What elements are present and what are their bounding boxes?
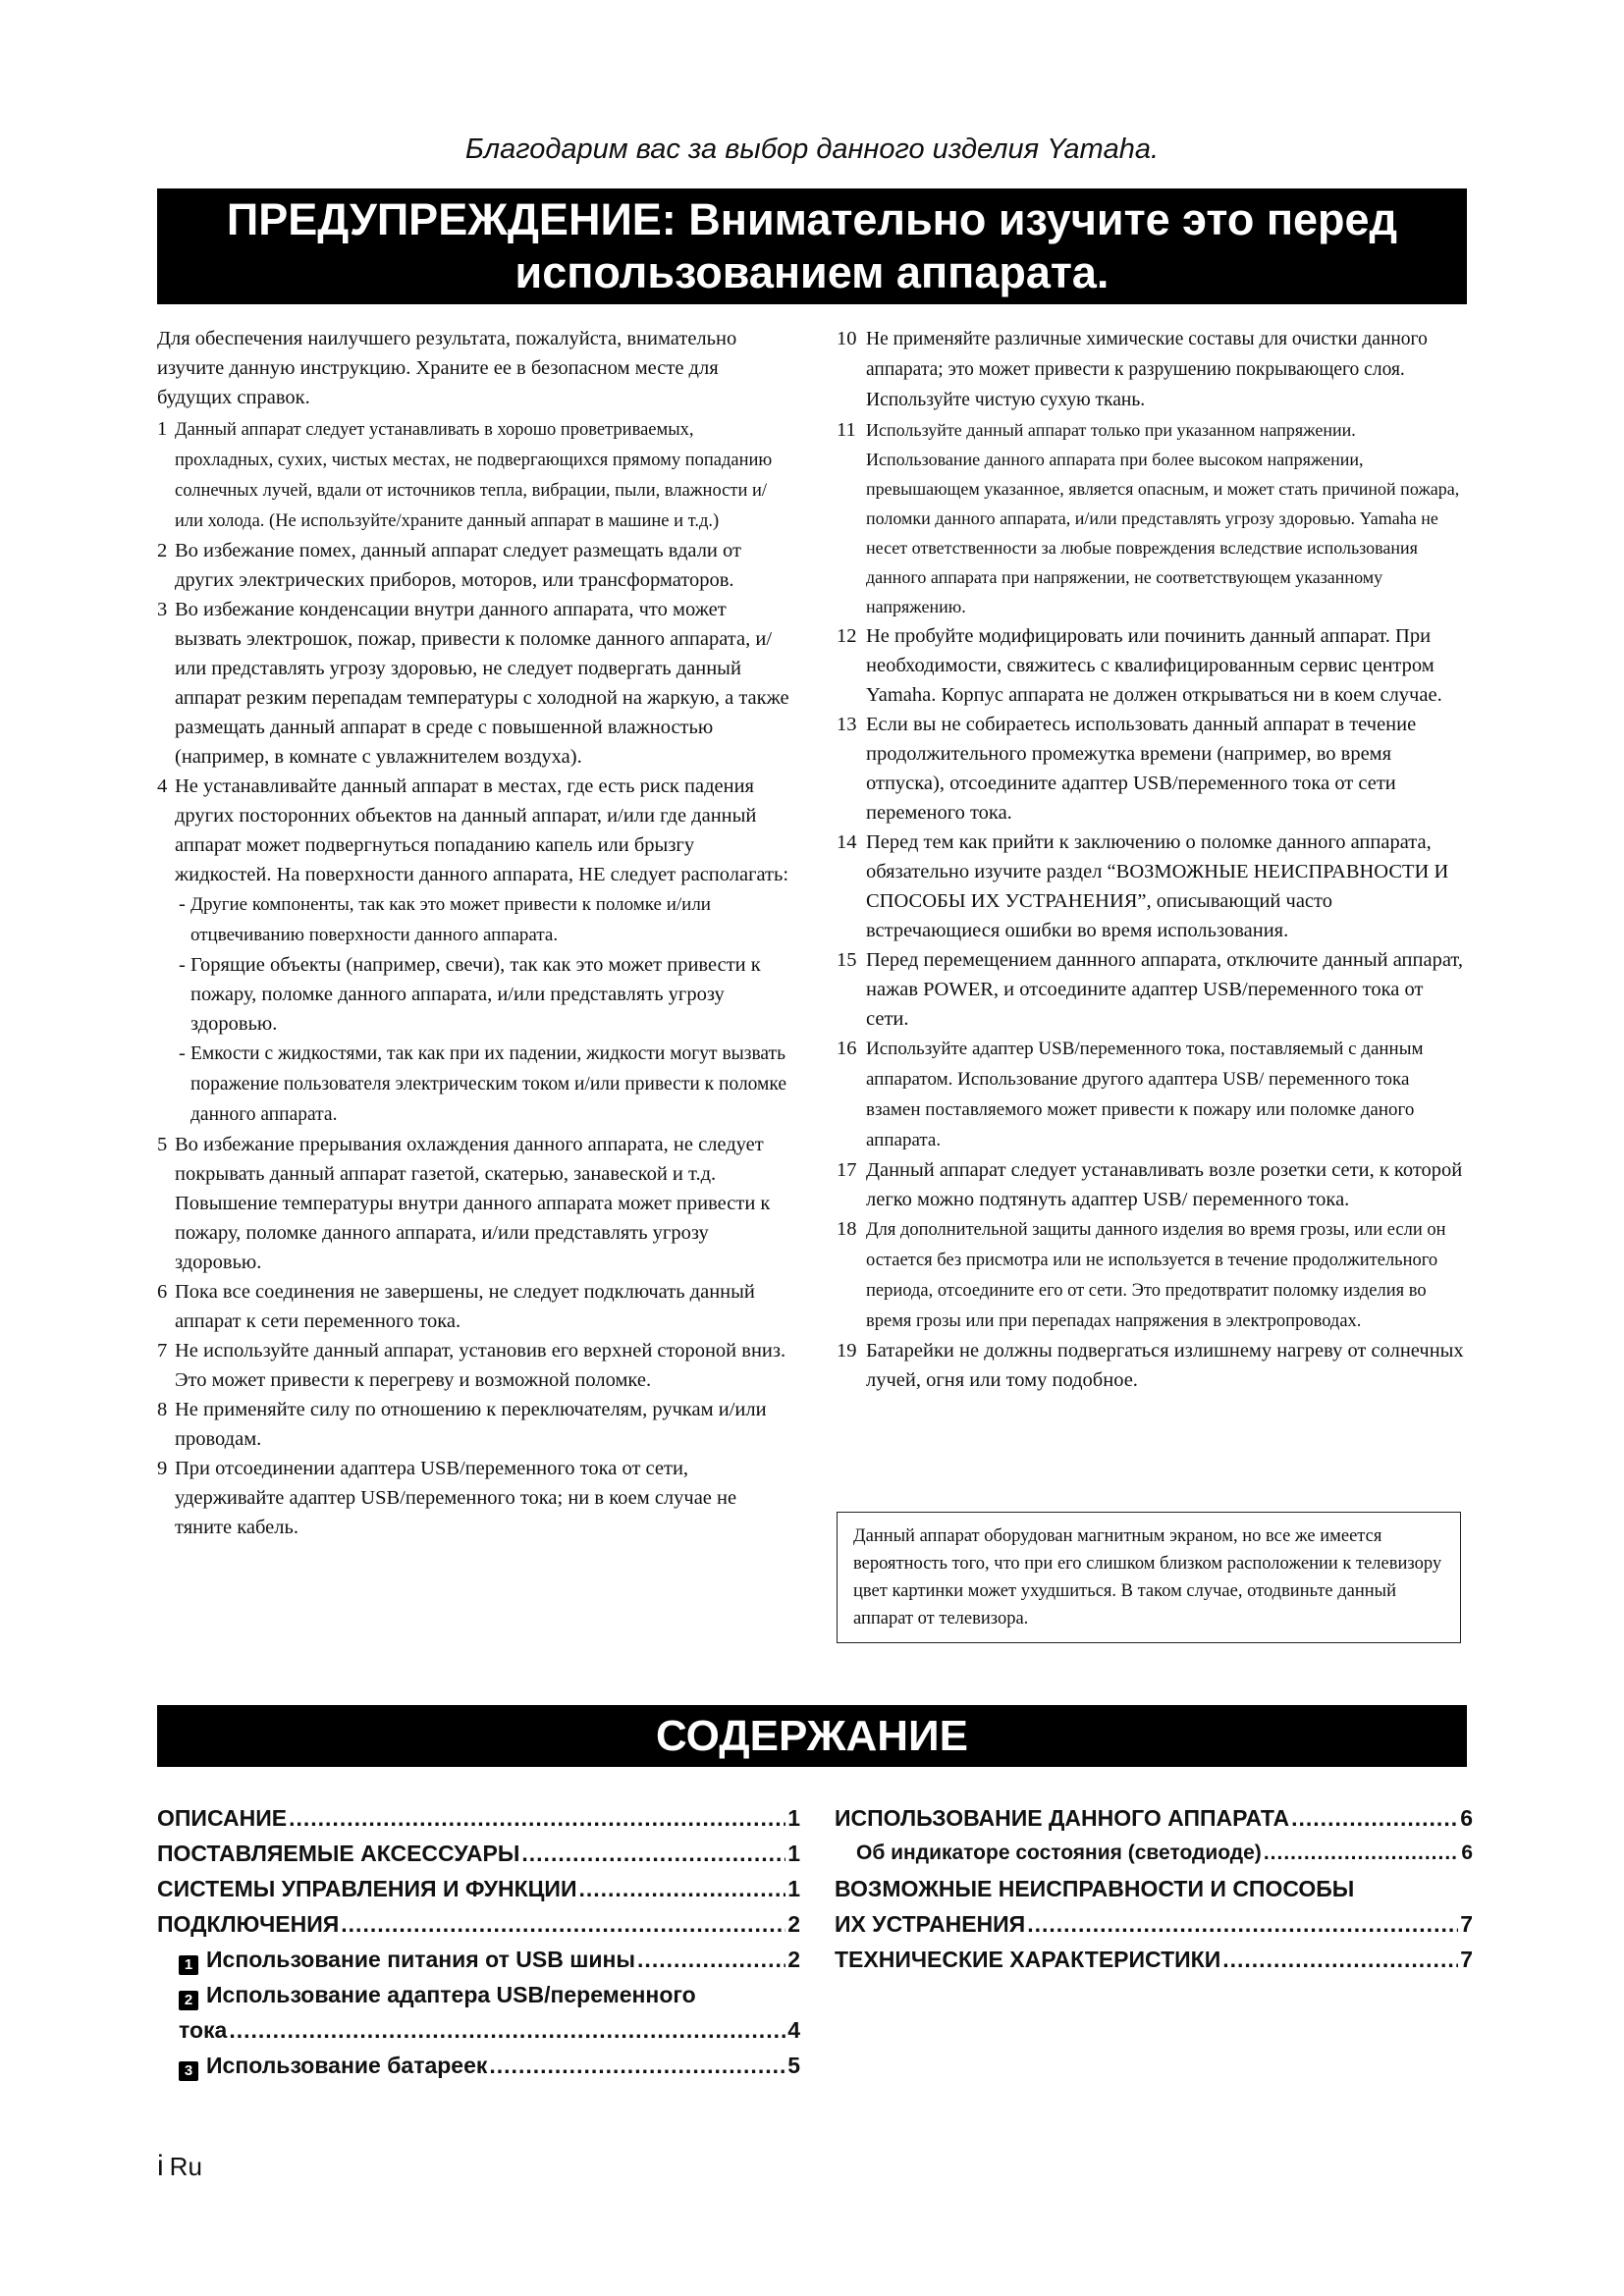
safety-item-1 bbox=[157, 414, 795, 536]
toc-entry-continuation[interactable] bbox=[157, 2012, 800, 2048]
sub-text: Другие компоненты, так как это может привести к поломке и/или отцвечиванию поверхности данного аппарата. bbox=[190, 894, 711, 945]
page-footer bbox=[157, 2150, 202, 2183]
item-text: Не используйте данный аппарат, установив его верхней стороной вниз. Это может привести к перегреву и возможной поломке. bbox=[175, 1340, 786, 1391]
toc-entry[interactable] bbox=[157, 1977, 800, 2012]
safety-item-9 bbox=[157, 1454, 795, 1542]
safety-item-18 bbox=[837, 1214, 1467, 1336]
toc-page: 1 bbox=[787, 1841, 800, 1866]
toc-entry[interactable] bbox=[157, 1836, 800, 1871]
safety-column-right bbox=[837, 324, 1467, 1395]
item-number: 9 bbox=[157, 1458, 168, 1479]
toc-entry[interactable] bbox=[835, 1836, 1473, 1871]
item-number: 10 bbox=[837, 328, 857, 349]
safety-item-16 bbox=[837, 1034, 1467, 1155]
item-text: Не устанавливайте данный аппарат в местах, где есть риск падения других посторонних объектов на данный аппарат, и/или где данный аппарат может подвергнуться попаданию капель или брызгу жидкостей. На поверхности данного аппарата, НЕ следует располагать: bbox=[175, 775, 789, 885]
safety-item-3 bbox=[157, 595, 795, 772]
item-text: Пока все соединения не завершены, не следует подключать данный аппарат к сети переменного тока. bbox=[175, 1281, 755, 1332]
item-number: 19 bbox=[837, 1340, 857, 1362]
item-text: Данный аппарат следует устанавливать возле розетки сети, к которой легко можно подтянуть адаптер USB/ переменного тока. bbox=[866, 1159, 1463, 1210]
toc-page: 6 bbox=[1461, 1842, 1473, 1864]
toc-page: 7 bbox=[1460, 1947, 1473, 1972]
item-number: 1 bbox=[157, 418, 168, 440]
item4-sub-2: - Горящие объекты (например, свечи), так как это может привести к пожару, поломке данного аппарата, и/или представлять угрозу здоровью. bbox=[179, 954, 761, 1035]
toc-label: тока bbox=[179, 2017, 228, 2043]
toc-label: Использование адаптера USB/переменного bbox=[206, 1982, 696, 2007]
toc-label: ПОСТАВЛЯЕМЫЕ АКСЕССУАРЫ bbox=[157, 1841, 520, 1866]
item-text: Во избежание помех, данный аппарат следует размещать вдали от других электрических приборов, моторов, или трансформаторов. bbox=[175, 540, 741, 591]
toc-label: Использование питания от USB шины bbox=[206, 1947, 636, 1972]
toc-entry[interactable] bbox=[157, 1906, 800, 1942]
toc-page: 7 bbox=[1460, 1911, 1473, 1937]
item-text: Не применяйте различные химические составы для очистки данного аппарата; это может привести к разрушению покрывающего слоя. Используйте чистую сухую ткань. bbox=[866, 329, 1428, 410]
intro-paragraph: Для обеспечения наилучшего результата, пожалуйста, внимательно изучите данную инструкцию. Храните ее в безопасном месте для будущих справок. bbox=[157, 328, 737, 408]
toc-left-column bbox=[157, 1800, 800, 2083]
toc-entry[interactable] bbox=[835, 1871, 1473, 1906]
safety-item-14 bbox=[837, 828, 1467, 945]
item-number: 7 bbox=[157, 1340, 168, 1362]
toc-label: ИСПОЛЬЗОВАНИЕ ДАННОГО АППАРАТА bbox=[835, 1805, 1290, 1831]
toc-label: СИСТЕМЫ УПРАВЛЕНИЯ И ФУНКЦИИ bbox=[157, 1876, 577, 1901]
toc-label: Об индикаторе состояния (светодиоде) bbox=[856, 1842, 1262, 1864]
safety-item-13 bbox=[837, 710, 1467, 828]
item-number: 15 bbox=[837, 949, 857, 971]
warning-title-line1: ПРЕДУПРЕЖДЕНИЕ: Внимательно изучите это перед bbox=[226, 194, 1398, 244]
item-number: 2 bbox=[157, 540, 168, 561]
toc-entry[interactable] bbox=[835, 1800, 1473, 1836]
item-number: 16 bbox=[837, 1038, 857, 1059]
contents-banner: СОДЕРЖАНИЕ bbox=[157, 1705, 1467, 1767]
item-number: 5 bbox=[157, 1134, 168, 1155]
toc-entry[interactable] bbox=[157, 1871, 800, 1906]
item-text: Во избежание конденсации внутри данного аппарата, что может вызвать электрошок, пожар, привести к поломке данного аппарата, и/или представлять угрозу здоровью, не следует подвергать данный аппарат резким перепадам температуры с холодной на жаркую, а также размещать данный аппарат в среде с повышенной влажностью (например, в комнате с увлажнителем воздуха). bbox=[175, 599, 789, 768]
toc-page: 4 bbox=[787, 2017, 800, 2043]
item-number: 18 bbox=[837, 1218, 857, 1240]
page-number: i bbox=[157, 2150, 164, 2182]
item-text: Используйте адаптер USB/переменного тока, поставляемый с данным аппаратом. Использование другого адаптера USB/ переменного тока взамен поставляемого может привести к пожару или поломке даного аппарата. bbox=[866, 1039, 1424, 1150]
item-number: 14 bbox=[837, 831, 857, 853]
thanks-line: Благодарим вас за выбор данного изделия Yamaha. bbox=[464, 133, 1160, 165]
toc-label: ОПИСАНИЕ bbox=[157, 1805, 288, 1831]
number-marker-icon: 1 bbox=[179, 1955, 198, 1975]
sub-text: Горящие объекты (например, свечи), так как это может привести к пожару, поломке данного аппарата, и/или представлять угрозу здоровью. bbox=[190, 954, 761, 1035]
toc-page: 2 bbox=[787, 1911, 800, 1937]
safety-item-12 bbox=[837, 621, 1467, 710]
item-number: 12 bbox=[837, 625, 857, 647]
language-code: Ru bbox=[169, 2152, 202, 2181]
safety-item-8 bbox=[157, 1395, 795, 1454]
item-text: Используйте данный аппарат только при указанном напряжении. Использование данного аппарата при более высоком напряжении, превышающем указанное, является опасным, и может стать причиной пожара, поломки данного аппарата, и/или представлять угрозу здоровью. Yamaha не несет ответственности за любые повреждения вследствие использования данного аппарата при напряжении, не соответствующем указанному напряжению. bbox=[866, 420, 1460, 616]
number-marker-icon: 3 bbox=[179, 2061, 198, 2081]
item-text: Данный аппарат следует устанавливать в хорошо проветриваемых, прохладных, сухих, чистых местах, не подвергающихся прямому попаданию солнечных лучей, вдали от источников тепла, вибрации, пыли, влажности и/или холода. (Не используйте/храните данный аппарат в машине и т.д.) bbox=[175, 420, 773, 531]
item-text: При отсоединении адаптера USB/переменного тока от сети, удерживайте адаптер USB/переменного тока; ни в коем случае не тяните кабель. bbox=[175, 1458, 737, 1538]
item-number: 17 bbox=[837, 1159, 857, 1181]
toc-entry[interactable] bbox=[157, 2048, 800, 2083]
toc-label: ПОДКЛЮЧЕНИЯ bbox=[157, 1911, 340, 1937]
safety-item-4 bbox=[157, 772, 795, 889]
item-number: 11 bbox=[837, 419, 856, 441]
safety-column-left bbox=[157, 324, 795, 1542]
item-number: 4 bbox=[157, 775, 168, 797]
item-text: Батарейки не должны подвергаться излишнему нагреву от солнечных лучей, огня или тому подобное. bbox=[866, 1340, 1464, 1391]
safety-item-15 bbox=[837, 945, 1467, 1034]
warning-banner bbox=[157, 188, 1467, 304]
item-text: Не применяйте силу по отношению к переключателям, ручкам и/или проводам. bbox=[175, 1399, 767, 1450]
warning-title-line2: использованием аппарата. bbox=[514, 247, 1110, 297]
safety-item-2 bbox=[157, 536, 795, 595]
item-number: 8 bbox=[157, 1399, 168, 1420]
safety-item-5 bbox=[157, 1130, 795, 1277]
item4-sub-1: - Другие компоненты, так как это может привести к поломке и/или отцвечиванию поверхности данного аппарата. bbox=[179, 893, 711, 945]
toc-right-column bbox=[835, 1800, 1473, 1977]
toc-label: ВОЗМОЖНЫЕ НЕИСПРАВНОСТИ И СПОСОБЫ bbox=[835, 1876, 1355, 1901]
toc-entry[interactable] bbox=[835, 1942, 1473, 1977]
toc-entry-continuation[interactable] bbox=[835, 1906, 1473, 1942]
sub-text: Емкости с жидкостями, так как при их падении, жидкости могут вызвать поражение пользователя электрическим током и/или привести к поломке данного аппарата. bbox=[190, 1043, 787, 1125]
item-number: 3 bbox=[157, 599, 168, 620]
item-text: Во избежание прерывания охлаждения данного аппарата, не следует покрывать данный аппарат газетой, скатерью, занавеской и т.д. Повышение температуры внутри данного аппарата может привести к пожару, поломке данного аппарата, и/или представлять угрозу здоровью. bbox=[175, 1134, 771, 1273]
safety-item-10 bbox=[837, 324, 1467, 415]
item-text: Если вы не собираетесь использовать данный аппарат в течение продолжительного промежутка времени (например, во время отпуска), отсоедините адаптер USB/переменного тока от сети переменого тока. bbox=[866, 714, 1417, 824]
item-text: Перед тем как прийти к заключению о поломке данного аппарата, обязательно изучите раздел “ВОЗМОЖНЫЕ НЕИСПРАВНОСТИ И СПОСОБЫ ИХ УСТРАНЕНИЯ”, описывающий часто встречающиеся ошибки во время использования. bbox=[866, 831, 1449, 941]
number-marker-icon: 2 bbox=[179, 1991, 198, 2010]
item-text: Перед перемещением даннного аппарата, отключите данный аппарат, нажав POWER, и отсоедините адаптер USB/переменного тока от сети. bbox=[866, 949, 1463, 1030]
toc-entry[interactable] bbox=[157, 1800, 800, 1836]
toc-label: Использование батареек bbox=[206, 2053, 488, 2078]
safety-item-11 bbox=[837, 415, 1467, 621]
magnetic-shield-notice: Данный аппарат оборудован магнитным экраном, но все же имеется вероятность того, что при его слишком близком расположении к телевизору цвет картинки может ухудшиться. В таком случае, отодвиньте данный аппарат от телевизора. bbox=[837, 1512, 1461, 1643]
safety-item-6 bbox=[157, 1277, 795, 1336]
toc-page: 5 bbox=[787, 2053, 800, 2078]
toc-page: 2 bbox=[787, 1947, 800, 1972]
toc-label: ИХ УСТРАНЕНИЯ bbox=[835, 1911, 1026, 1937]
toc-label: ТЕХНИЧЕСКИЕ ХАРАКТЕРИСТИКИ bbox=[835, 1947, 1221, 1972]
item-text: Для дополнительной защиты данного изделия во время грозы, или если он остается без присмотра или не используется в течение продолжительного периода, отсоедините его от сети. Это предотвратит поломку изделия во время грозы или при перепадах напряжения в электропроводах. bbox=[866, 1220, 1446, 1331]
safety-item-7 bbox=[157, 1336, 795, 1395]
toc-entry[interactable] bbox=[157, 1942, 800, 1977]
safety-item-19 bbox=[837, 1336, 1467, 1395]
item-number: 6 bbox=[157, 1281, 168, 1303]
safety-item-17 bbox=[837, 1155, 1467, 1214]
item-text: Не пробуйте модифицировать или починить данный аппарат. При необходимости, свяжитесь с квалифицированным сервис центром Yamaha. Корпус аппарата не должен открываться ни в коем случае. bbox=[866, 625, 1442, 706]
item4-sub-3: - Емкости с жидкостями, так как при их падении, жидкости могут вызвать поражение пользователя электрическим током и/или привести к поломке данного аппарата. bbox=[179, 1042, 787, 1125]
toc-page: 1 bbox=[787, 1876, 800, 1901]
item-number: 13 bbox=[837, 714, 857, 735]
toc-page: 6 bbox=[1460, 1805, 1473, 1831]
toc-page: 1 bbox=[787, 1805, 800, 1831]
